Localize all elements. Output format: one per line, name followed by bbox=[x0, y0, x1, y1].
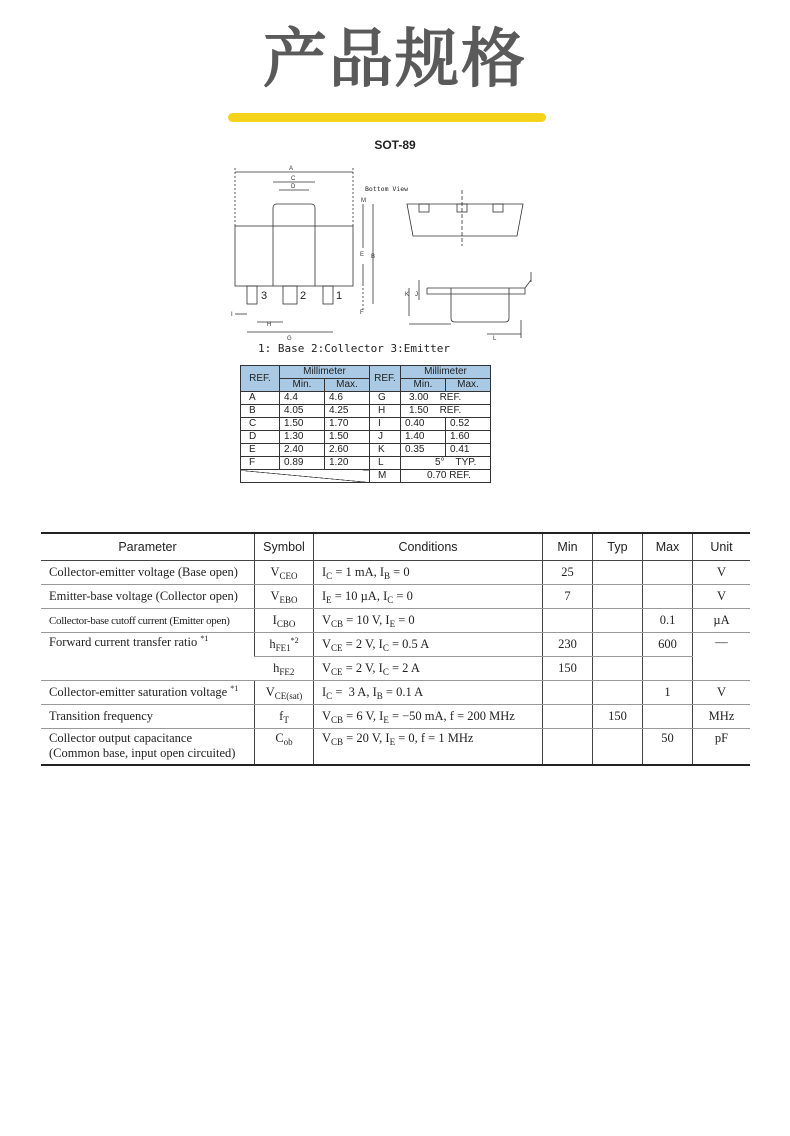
dim-label: E bbox=[360, 252, 365, 258]
table-row: D 1.30 1.50 J 1.40 1.60 bbox=[241, 431, 491, 444]
param-cell: Collector-emitter saturation voltage $^{*1}$ bbox=[41, 681, 255, 705]
symbol-cell: $C_{ob}$ bbox=[255, 729, 314, 766]
dim-label: F bbox=[360, 310, 364, 316]
col-min: Min. bbox=[280, 379, 325, 392]
col-min: Min bbox=[543, 533, 593, 561]
dim-label: G bbox=[287, 336, 292, 342]
table-row: $h_{FE2}$ $V_{CE} = 2$ V, $I_C = 2$ A 150 bbox=[41, 657, 750, 681]
symbol-cell: $h_{FE1}^{*2}$ bbox=[255, 633, 314, 657]
pin-number: 1 bbox=[336, 290, 343, 302]
page-title: 产品规格 bbox=[263, 23, 527, 97]
body-outline bbox=[235, 226, 353, 286]
col-parameter: Parameter bbox=[41, 533, 255, 561]
table-row: Transition frequency $f_T$ $V_{CB} = 6$ V, $I_E = -50$ mA, f = 200 MHz 150 MHz bbox=[41, 705, 750, 729]
dim-label: C bbox=[291, 176, 296, 182]
col-unit: Unit bbox=[693, 533, 751, 561]
conditions-cell: $V_{CE} = 2$ V, $I_C = 0.5$ A bbox=[314, 633, 543, 657]
param-cell: Transition frequency bbox=[41, 705, 255, 729]
table-row: Forward current transfer ratio $^{*1}$ $h_{FE1}^{*2}$ $V_{CE} = 2$ V, $I_C = 0.5$ A 230 600 — bbox=[41, 633, 750, 657]
table-row: M 0.70 REF. bbox=[241, 470, 491, 483]
table-row: C 1.50 1.70 I 0.40 0.52 bbox=[241, 418, 491, 431]
conditions-cell: $I_C = 1$ mA, $I_B = 0$ bbox=[314, 561, 543, 585]
table-row: B 4.05 4.25 H 1.50 REF. bbox=[241, 405, 491, 418]
table-row: E 2.40 2.60 K 0.35 0.41 bbox=[241, 444, 491, 457]
symbol-cell: $h_{FE2}$ bbox=[255, 657, 314, 681]
col-conditions: Conditions bbox=[314, 533, 543, 561]
dim-label: L bbox=[493, 336, 497, 342]
dim-label: K bbox=[405, 292, 410, 298]
param-cell: Collector-emitter voltage (Base open) bbox=[41, 561, 255, 585]
col-symbol: Symbol bbox=[255, 533, 314, 561]
dim-label: A bbox=[289, 166, 294, 172]
param-cell: Collector output capacitance (Common base, input open circuited) bbox=[41, 729, 255, 766]
conditions-cell: $V_{CB} = 10$ V, $I_E = 0$ bbox=[314, 609, 543, 633]
table-row: Collector output capacitance (Common base, input open circuited) $C_{ob}$ $V_{CB} = 20$ V, $I_E = 0$, f = 1 MHz 50 pF bbox=[41, 729, 750, 766]
spec-table bbox=[41, 532, 750, 766]
table-row: A 4.4 4.6 G 3.00 REF. bbox=[241, 392, 491, 405]
col-max: Max. bbox=[446, 379, 491, 392]
title-underline bbox=[228, 113, 546, 122]
table-row: Emitter-base voltage (Collector open) $V_{EBO}$ $I_E = 10$ µA, $I_C = 0$ 7 V bbox=[41, 585, 750, 609]
table-row: Collector-emitter saturation voltage $^{*1}$ $V_{CE(sat)}$ $I_C = 3$ A, $I_B = 0.1$ A 1 V bbox=[41, 681, 750, 705]
col-min: Min. bbox=[401, 379, 446, 392]
conditions-cell: $V_{CB} = 6$ V, $I_E = -50$ mA, f = 200 MHz bbox=[314, 705, 543, 729]
pin-number: 3 bbox=[261, 290, 268, 302]
symbol-cell: $I_{CBO}$ bbox=[255, 609, 314, 633]
col-ref: REF. bbox=[241, 366, 280, 392]
table-row: F 0.89 1.20 L 5° TYP. bbox=[241, 457, 491, 470]
col-max: Max. bbox=[325, 379, 370, 392]
param-cell: Collector-base cutoff current (Emitter open) bbox=[41, 609, 255, 633]
conditions-cell: $V_{CE} = 2$ V, $I_C = 2$ A bbox=[314, 657, 543, 681]
dim-label: D bbox=[291, 184, 296, 190]
dim-label: J bbox=[415, 292, 418, 298]
table-row: Collector-base cutoff current (Emitter open) $I_{CBO}$ $V_{CB} = 10$ V, $I_E = 0$ 0.1 µA bbox=[41, 609, 750, 633]
col-max: Max bbox=[643, 533, 693, 561]
dim-label: B bbox=[371, 254, 376, 260]
conditions-cell: $I_C = 3$ A, $I_B = 0.1$ A bbox=[314, 681, 543, 705]
symbol-cell: $V_{CE(sat)}$ bbox=[255, 681, 314, 705]
col-typ: Typ bbox=[593, 533, 643, 561]
conditions-cell: $V_{CB} = 20$ V, $I_E = 0$, f = 1 MHz bbox=[314, 729, 543, 766]
param-cell: Emitter-base voltage (Collector open) bbox=[41, 585, 255, 609]
table-row: Collector-emitter voltage (Base open) $V_{CEO}$ $I_C = 1$ mA, $I_B = 0$ 25 V bbox=[41, 561, 750, 585]
pin-legend: 1: Base 2:Collector 3:Emitter bbox=[258, 342, 451, 355]
symbol-cell: $V_{CEO}$ bbox=[255, 561, 314, 585]
symbol-cell: $V_{EBO}$ bbox=[255, 585, 314, 609]
package-name: SOT-89 bbox=[374, 138, 416, 152]
param-cell: Forward current transfer ratio $^{*1}$ bbox=[41, 633, 255, 681]
col-millimeter: Millimeter bbox=[401, 366, 491, 379]
dim-label: H bbox=[267, 322, 272, 328]
col-millimeter: Millimeter bbox=[280, 366, 370, 379]
dim-label: I bbox=[231, 312, 233, 318]
dim-label: M bbox=[361, 198, 366, 204]
package-outline-drawing bbox=[225, 160, 545, 360]
dimension-table bbox=[240, 365, 491, 483]
col-ref: REF. bbox=[370, 366, 401, 392]
symbol-cell: $f_T$ bbox=[255, 705, 314, 729]
conditions-cell: $I_E = 10$ µA, $I_C = 0$ bbox=[314, 585, 543, 609]
bottom-view-label: Bottom View bbox=[365, 185, 409, 193]
pin-number: 2 bbox=[300, 290, 307, 302]
